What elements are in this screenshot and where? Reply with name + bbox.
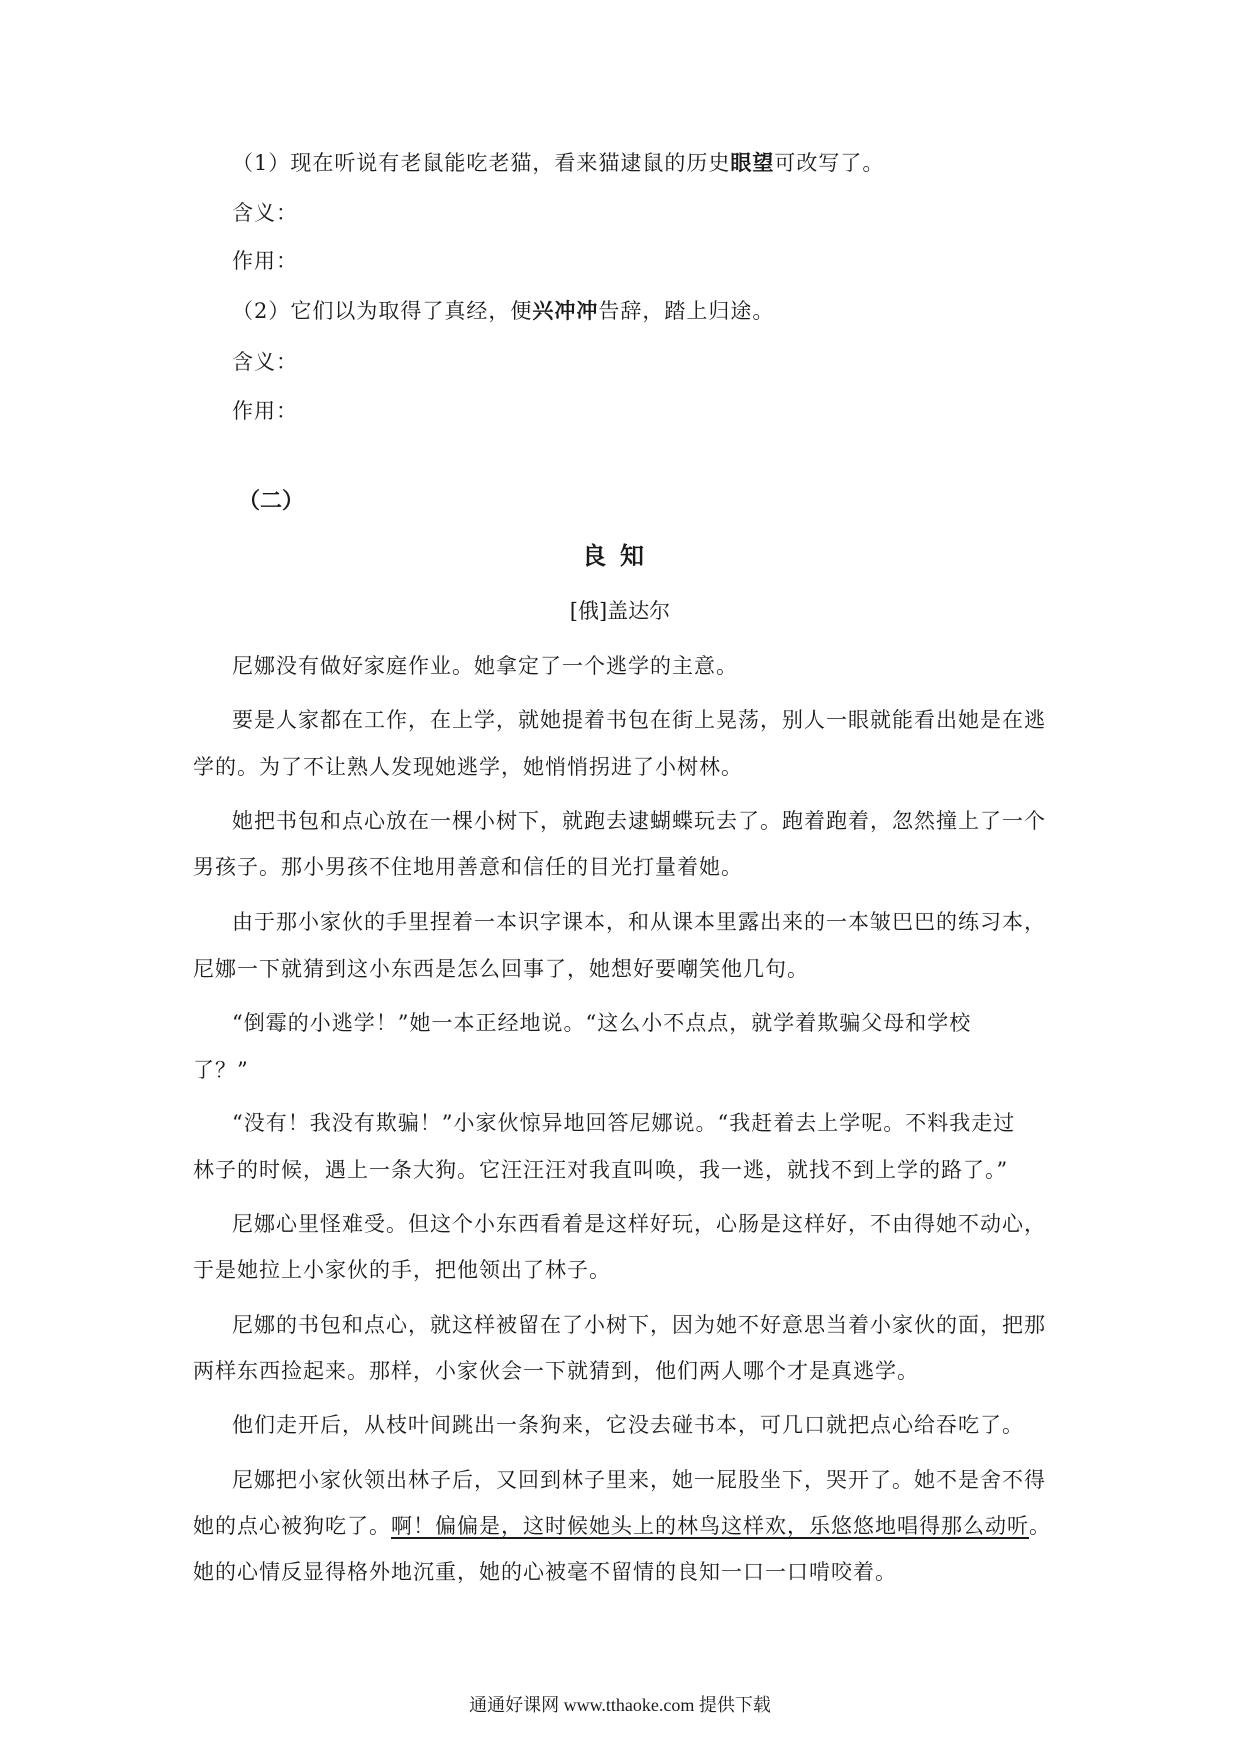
question-2 [232, 296, 774, 326]
page-footer: 通通好课网 www.tthaoke.com 提供下载 [469, 1695, 771, 1715]
paragraph-10-line-3: 她的心情反显得格外地沉重，她的心被毫不留情的良知一口一口啃咬着。 [193, 1560, 897, 1584]
paragraph-9-line-1: 他们走开后，从枝叶间跳出一条狗来，它没去碰书本，可几口就把点心给吞吃了。 [232, 1413, 1024, 1437]
paragraph-7-line-1: 尼娜心里怪难受。但这个小东西看着是这样好玩，心肠是这样好，不由得她不动心， [232, 1212, 1046, 1236]
paragraph-1-line-1: 尼娜没有做好家庭作业。她拿定了一个逃学的主意。 [232, 654, 738, 678]
paragraph-10-line-1: 尼娜把小家伙领出林子后，又回到林子里来，她一屁股坐下，哭开了。她不是舍不得 [232, 1468, 1046, 1492]
paragraph-5-line-2: 了？” [193, 1058, 249, 1082]
paragraph-6-line-1: “没有！我没有欺骗！”小家伙惊异地回答尼娜说。“我赶着去上学呢。不料我走过 [232, 1111, 1016, 1135]
story-title: 良知 [582, 541, 658, 570]
story-author: [俄]盖达尔 [569, 599, 671, 623]
question-1-keyword: 眼望 [730, 150, 775, 175]
question-2-text-pre: （2）它们以为取得了真经，便 [232, 299, 533, 323]
paragraph-10-line-2-post: 。 [1029, 1514, 1051, 1538]
question-1-text-post: 可改写了。 [774, 151, 885, 175]
paragraph-8-line-1: 尼娜的书包和点心，就这样被留在了小树下，因为她不好意思当着小家伙的面，把那 [232, 1313, 1046, 1337]
paragraph-4-line-1: 由于那小家伙的手里捏着一本识字课本，和从课本里露出来的一本皱巴巴的练习本， [232, 910, 1046, 934]
paragraph-4-line-2: 尼娜一下就猜到这小东西是怎么回事了，她想好要嘲笑他几句。 [193, 957, 809, 981]
paragraph-5-line-1: “倒霉的小逃学！”她一本正经地说。“这么小不点点，就学着欺骗父母和学校 [232, 1011, 972, 1035]
paragraph-7-line-2: 于是她拉上小家伙的手，把他领出了林子。 [193, 1258, 611, 1282]
paragraph-3-line-2: 男孩子。那小男孩不住地用善意和信任的目光打量着她。 [193, 855, 743, 879]
paragraph-3-line-1: 她把书包和点心放在一棵小树下，就跑去逮蝴蝶玩去了。跑着跑着，忽然撞上了一个 [232, 809, 1046, 833]
paragraph-8-line-2: 两样东西捡起来。那样，小家伙会一下就猜到，他们两人哪个才是真逃学。 [193, 1359, 919, 1383]
paragraph-2-line-1: 要是人家都在工作，在上学，就她提着书包在街上晃荡，别人一眼就能看出她是在逃 [232, 708, 1046, 732]
question-2-text-post: 告辞，踏上归途。 [598, 299, 775, 323]
question-2-keyword: 兴冲冲 [532, 298, 599, 323]
question-2-effect-label: 作用： [232, 399, 298, 423]
question-1 [232, 148, 884, 178]
paragraph-10-line-2 [193, 1511, 1051, 1541]
question-2-meaning-label: 含义： [232, 350, 298, 374]
underlined-sentence: 啊！偏偏是，这时候她头上的林鸟这样欢，乐悠悠地唱得那么动听 [391, 1514, 1029, 1538]
paragraph-2-line-2: 学的。为了不让熟人发现她逃学，她悄悄拐进了小树林。 [193, 755, 743, 779]
paragraph-6-line-2: 林子的时候，遇上一条大狗。它汪汪汪对我直叫唤，我一逃，就找不到上学的路了。” [193, 1158, 1009, 1182]
question-1-effect-label: 作用： [232, 249, 298, 273]
question-1-meaning-label: 含义： [232, 201, 298, 225]
section-heading: （二） [238, 488, 305, 514]
paragraph-10-line-2-pre: 她的点心被狗吃了。 [193, 1514, 391, 1538]
question-1-text-pre: （1）现在听说有老鼠能吃老猫，看来猫逮鼠的历史 [232, 151, 731, 175]
